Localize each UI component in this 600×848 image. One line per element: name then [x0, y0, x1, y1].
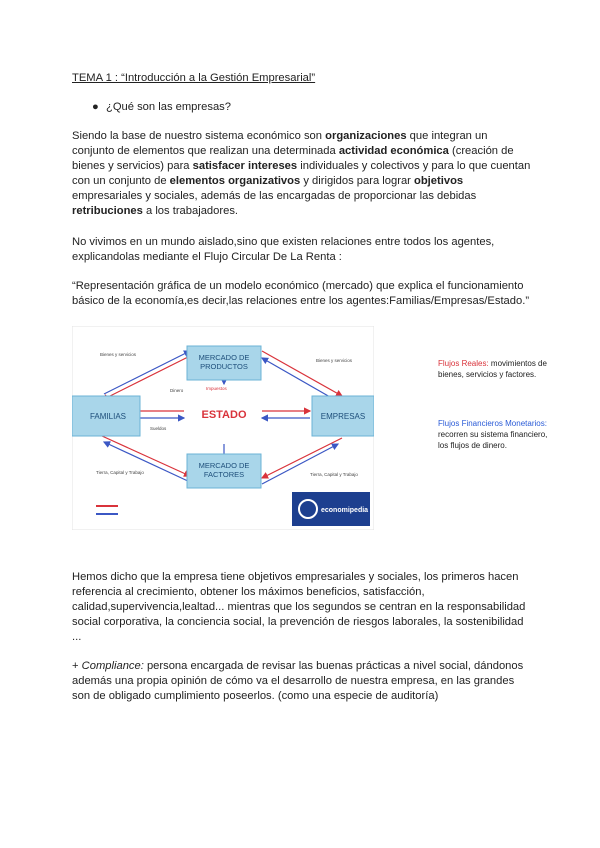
label-tierra-left: Tierra, Capital y Trabajo	[96, 470, 144, 475]
term-satisfacer: satisfacer intereses	[192, 160, 298, 172]
term-objetivos: objetivos	[414, 175, 464, 187]
note-flujos-reales: Flujos Reales: movimientos de bienes, servicios y factores.	[438, 359, 547, 379]
label-dinero: Dinero	[170, 388, 184, 393]
label-mercado-factores: MERCADO DE FACTORES	[198, 461, 250, 479]
term-elementos: elementos organizativos	[169, 175, 301, 187]
paragraph-definition: Siendo la base de nuestro sistema económico son organizaciones que integran un conjunto de elementos que realizan una determinada actividad económica (creación de bienes y servicios) para satisfacer intereses individuales y colectivos y para lo que cuentan con un conjunto de elementos organizativos y dirigidos para lograr objetivos empresariales y sociales, además de las encargadas de proporcionar las debidas retribuciones a los trabajadores.	[72, 130, 531, 217]
label-mercado-productos: MERCADO DE PRODUCTOS	[198, 353, 250, 371]
label-familias: FAMILIAS	[89, 412, 127, 421]
bullet-question	[92, 101, 231, 113]
term-compliance: Compliance:	[81, 660, 144, 672]
term-actividad: actividad económica	[338, 145, 449, 157]
bullet-dot-icon: ●	[92, 101, 99, 113]
label-sueldos: Sueldos	[150, 426, 167, 431]
label-tierra-right: Tierra, Capital y Trabajo	[310, 472, 358, 477]
label-bienes-left: Bienes y servicios	[100, 352, 137, 357]
term-retribuciones: retribuciones	[72, 205, 143, 217]
paragraph-compliance: + Compliance: persona encargada de revisar las buenas prácticas a nivel social, dándonos además una propia opinión de cómo va el desarrollo de nuestra empresa, en las grandes son de obligado cumplimiento poseerlos. (como una especie de auditoría)	[72, 660, 524, 702]
page-title: TEMA 1 : “Introducción a la Gestión Empresarial”	[72, 72, 316, 84]
paragraph-quote: “Representación gráfica de un modelo económico (mercado) que explica el funcionamiento básico de la economía,es decir,las relaciones entre los agentes:Familias/Empresas/Estado.”	[72, 280, 530, 307]
paragraph-flujo: No vivimos en un mundo aislado,sino que existen relaciones entre todos los agentes, explicandolas mediante el Flujo Circular De La Renta :	[72, 236, 495, 263]
note-flujos-financieros: Flujos Financieros Monetarios: recorren su sistema financiero, los flujos de dinero.	[438, 419, 548, 450]
label-impuestos: Impuestos	[206, 386, 227, 391]
label-estado: ESTADO	[201, 409, 247, 421]
paragraph-objetivos: Hemos dicho que la empresa tiene objetivos empresariales y sociales, los primeros hacen referencia al crecimiento, obtener los máximos beneficios, satisfacción, calidad,supervivencia,lealtad... mientras que los segundos se centran en la responsabilidad social corporativa, la conciencia social, la prevención de riesgos laborales, la sostenibilidad ...	[72, 571, 526, 643]
label-bienes-right: Bienes y servicios	[316, 358, 353, 363]
label-empresas: EMPRESAS	[320, 412, 366, 421]
bullet-text: ¿Qué son las empresas?	[106, 101, 231, 113]
term-organizaciones: organizaciones	[325, 130, 407, 142]
flujo-circular-diagram	[72, 326, 374, 530]
economipedia-logo-text: economipedia	[321, 507, 369, 514]
